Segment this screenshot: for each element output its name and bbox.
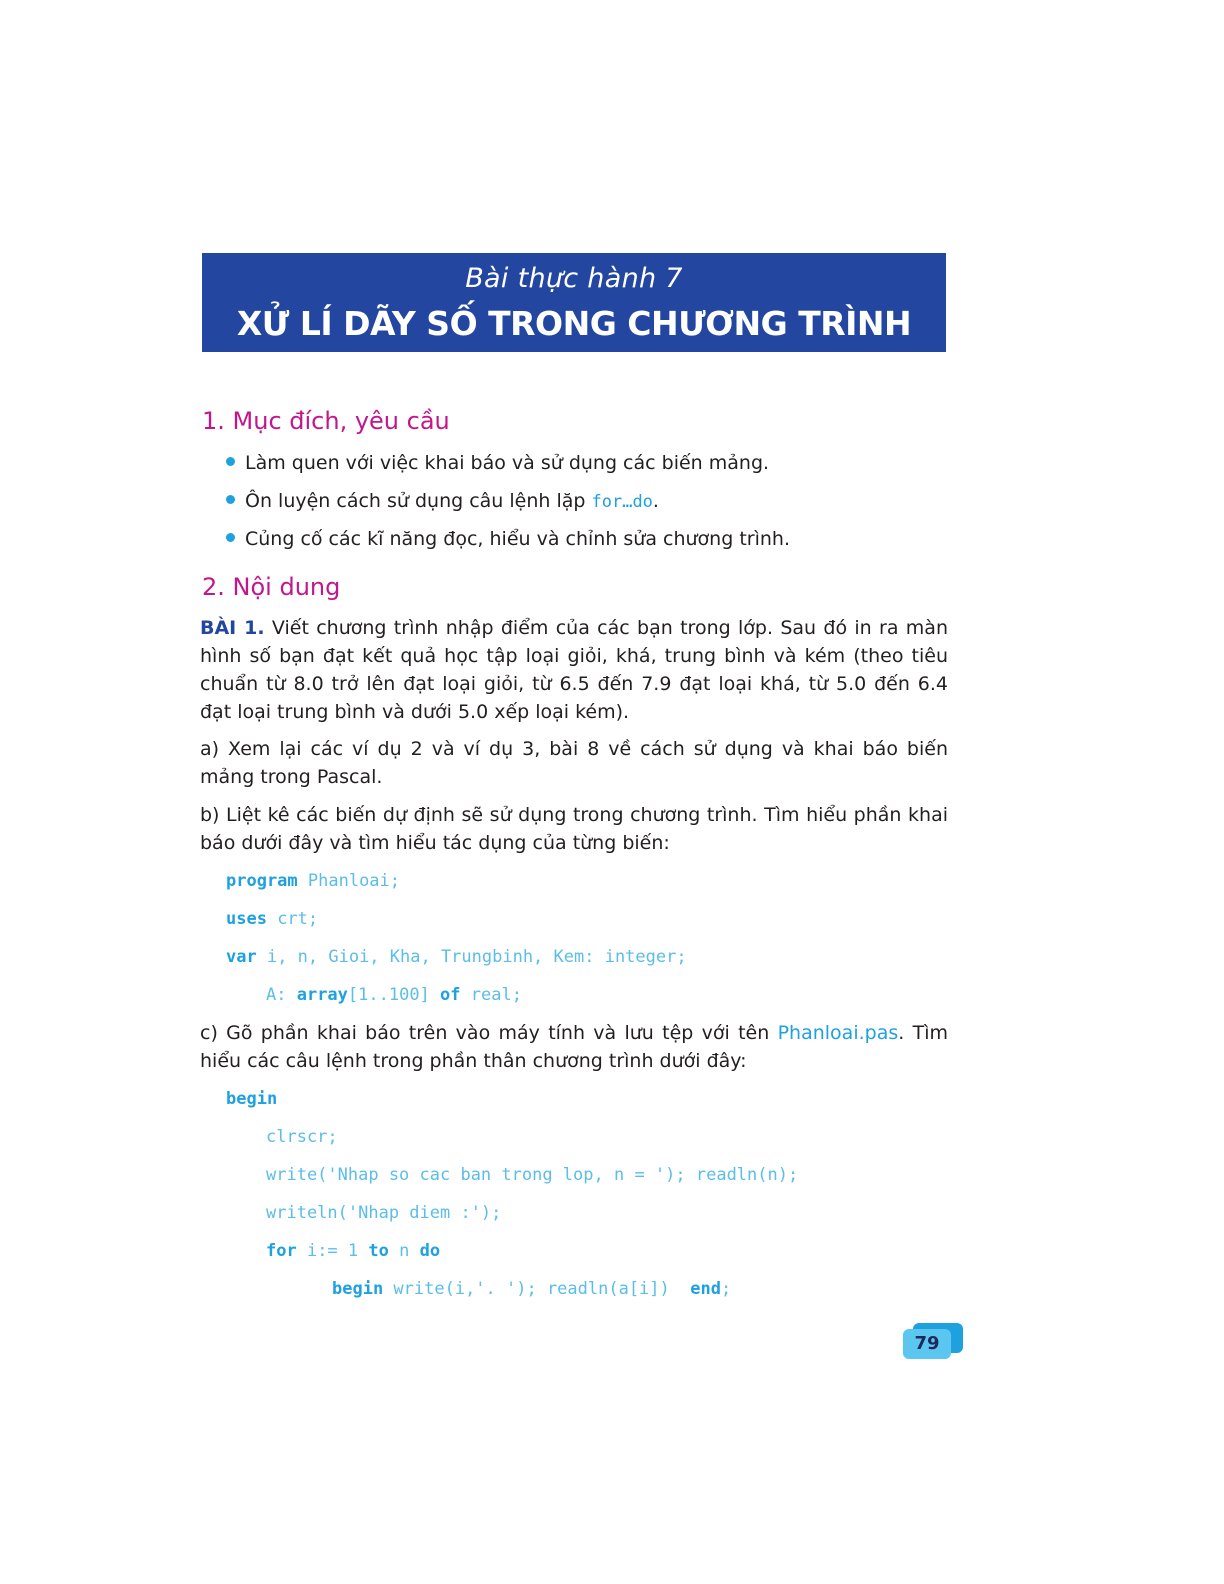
- page-number-badge: [903, 1323, 963, 1361]
- code-text: i:= 1: [296, 1241, 369, 1261]
- code-line-array: [266, 983, 522, 1007]
- code-line-uses: [226, 907, 318, 931]
- bullet-text-2-end: .: [652, 490, 659, 512]
- code-text: A:: [266, 985, 297, 1005]
- code-text: crt;: [266, 909, 319, 929]
- lesson-title: XỬ LÍ DÃY SỐ TRONG CHƯƠNG TRÌNH: [236, 304, 912, 343]
- code-line-write: write('Nhap so cac ban trong lop, n = '); readln(n);: [266, 1165, 799, 1185]
- exercise-1-paragraph: [200, 614, 948, 726]
- code-text: i, n, Gioi, Kha, Trungbinh, Kem: integer;: [256, 947, 687, 967]
- exercise-1-text: Viết chương trình nhập điểm của các bạn trong lớp. Sau đó in ra màn hình số bạn đạt kết quả học tập loại giỏi, khá, trung bình và kém (theo tiêu chuẩn từ 8.0 trở lên đạt loại giỏi, từ 6.5 đến 7.9 đạt loại khá, từ 5.0 đến 6.4 đạt loại trung bình và dưới 5.0 xếp loại kém).: [200, 617, 948, 723]
- bullet-dot-icon: [226, 533, 235, 542]
- exercise-1-label: BÀI 1.: [200, 617, 265, 639]
- lesson-banner: [202, 253, 946, 352]
- part-c-paragraph: [200, 1019, 948, 1075]
- code-line-var: [226, 945, 687, 969]
- code-text: [1..100]: [347, 985, 441, 1005]
- bullet-dot-icon: [226, 457, 235, 466]
- keyword-begin: begin: [226, 1089, 278, 1109]
- file-name: Phanloai.pas: [777, 1022, 899, 1044]
- keyword-var: var: [226, 947, 257, 967]
- code-text: n: [388, 1241, 420, 1261]
- keyword-uses: uses: [226, 909, 267, 929]
- code-line-program: [226, 869, 400, 893]
- code-text: Phanloai;: [297, 871, 401, 891]
- code-line-begin: [226, 1087, 277, 1111]
- bullet-text-1: Làm quen với việc khai báo và sử dụng các biến mảng.: [245, 452, 770, 474]
- code-text: write(i,'. '); readln(a[i]): [383, 1279, 691, 1299]
- part-a-paragraph: a) Xem lại các ví dụ 2 và ví dụ 3, bài 8 về cách sử dụng và khai báo biến mảng trong Pascal.: [200, 738, 948, 788]
- keyword-of: of: [440, 985, 461, 1005]
- part-c-text: c) Gõ phần khai báo trên vào máy tính và lưu tệp với tên: [200, 1022, 778, 1044]
- page-number: 79: [903, 1329, 951, 1359]
- keyword-array: array: [296, 985, 348, 1005]
- bullet-item-2: [226, 488, 659, 515]
- bullet-item-3: [226, 526, 790, 552]
- bullet-text-3: Củng cố các kĩ năng đọc, hiểu và chỉnh sửa chương trình.: [245, 528, 790, 550]
- keyword-begin: begin: [332, 1279, 384, 1299]
- inline-keyword: for…do: [591, 492, 653, 512]
- bullet-text-2: Ôn luyện cách sử dụng câu lệnh lặp: [245, 490, 592, 512]
- keyword-for: for: [266, 1241, 297, 1261]
- code-line-inner-block: [332, 1277, 731, 1301]
- lesson-subtitle: Bài thực hành 7: [465, 263, 683, 294]
- code-text: ;: [720, 1279, 732, 1299]
- section-2-heading: 2. Nội dung: [202, 573, 341, 601]
- code-text: real;: [460, 985, 522, 1005]
- code-line-for: [266, 1239, 440, 1263]
- section-1-heading: 1. Mục đích, yêu cầu: [202, 407, 450, 435]
- keyword-to: to: [368, 1241, 389, 1261]
- code-line-writeln: writeln('Nhap diem :');: [266, 1203, 502, 1223]
- keyword-program: program: [226, 871, 298, 891]
- bullet-item-1: [226, 450, 769, 476]
- code-line-clrscr: clrscr;: [266, 1127, 338, 1147]
- bullet-dot-icon: [226, 495, 235, 504]
- keyword-do: do: [419, 1241, 441, 1261]
- part-b-paragraph: b) Liệt kê các biến dự định sẽ sử dụng trong chương trình. Tìm hiểu phần khai báo dưới đây và tìm hiểu tác dụng của từng biến:: [200, 804, 948, 854]
- part-c-text-end: . Tìm hiểu các câu lệnh trong phần thân chương trình dưới đây:: [200, 1022, 948, 1072]
- keyword-end: end: [690, 1279, 721, 1299]
